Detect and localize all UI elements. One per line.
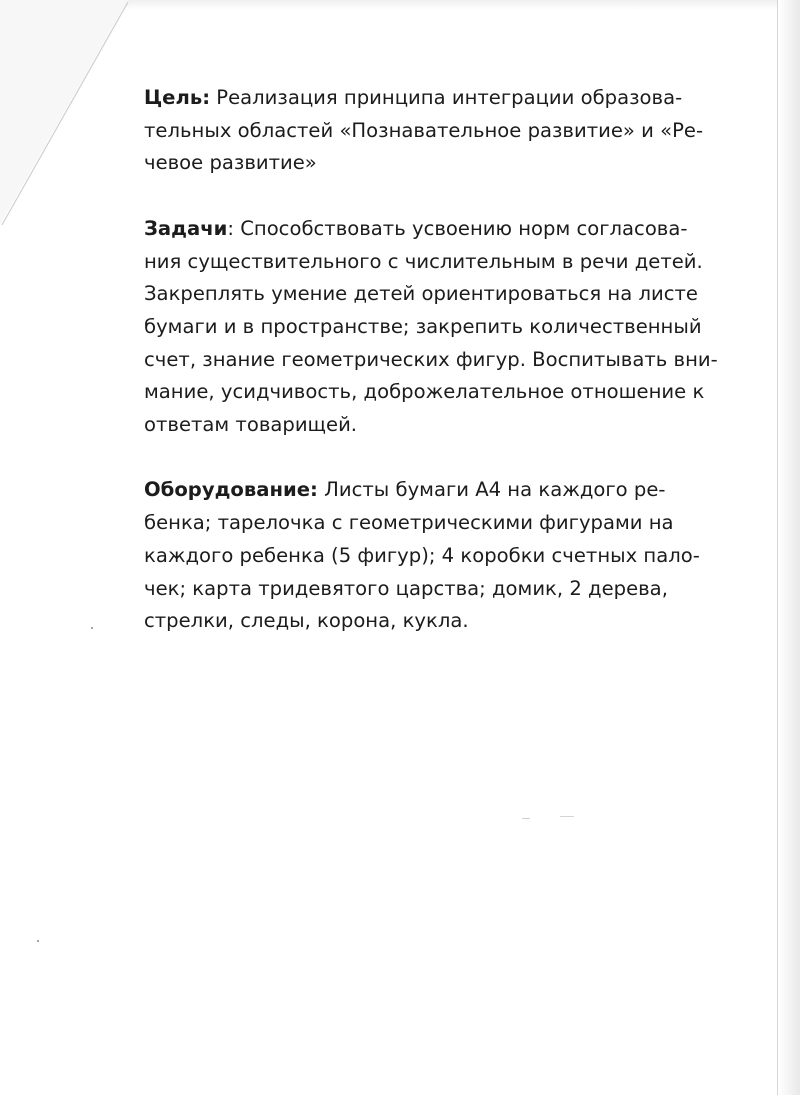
tasks-line: ответам товарищей. (144, 413, 358, 437)
goal-line: чевое развитие» (144, 151, 317, 175)
scan-speck (91, 627, 93, 629)
equipment-label: Оборудование: (144, 478, 318, 502)
tasks-line: мание, усидчивость, доброжелательное отношение к (144, 380, 705, 404)
scan-speck (560, 816, 574, 817)
tasks-line: ния существительного с числительным в речи детей. (144, 249, 703, 273)
goal-paragraph (118, 82, 718, 180)
equipment-line: стрелки, следы, корона, кукла. (144, 609, 469, 633)
scan-right-shadow (778, 0, 800, 1095)
goal-label: Цель: (144, 86, 211, 109)
scan-speck (37, 940, 39, 942)
goal-line: Цель: Реализация принципа интеграции образова- (144, 86, 683, 109)
scan-speck (522, 818, 530, 819)
tasks-line: Закреплять умение детей ориентироваться на листе (144, 282, 698, 306)
scan-right-edge-line (777, 0, 778, 1095)
document-page (118, 82, 718, 638)
equipment-line: бенка; тарелочка с геометрическими фигурами на (144, 511, 674, 535)
goal-line: тельных областей «Познавательное развитие» и «Ре- (144, 118, 704, 142)
tasks-line: бумаги и в пространстве; закрепить количественный (144, 314, 702, 338)
equipment-line: чек; карта тридевятого царства; домик, 2 дерева, (144, 576, 668, 600)
tasks-label: Задачи (144, 216, 228, 240)
equipment-line: каждого ребенка (5 фигур); 4 коробки счетных пало- (144, 543, 700, 567)
tasks-line: счет, знание геометрических фигур. Воспитывать вни- (144, 347, 718, 371)
tasks-paragraph (118, 213, 718, 442)
equipment-paragraph (118, 474, 718, 638)
tasks-line: Задачи: Способствовать усвоению норм согласова- (144, 216, 688, 240)
equipment-line: Оборудование: Листы бумаги А4 на каждого ре- (144, 478, 666, 502)
